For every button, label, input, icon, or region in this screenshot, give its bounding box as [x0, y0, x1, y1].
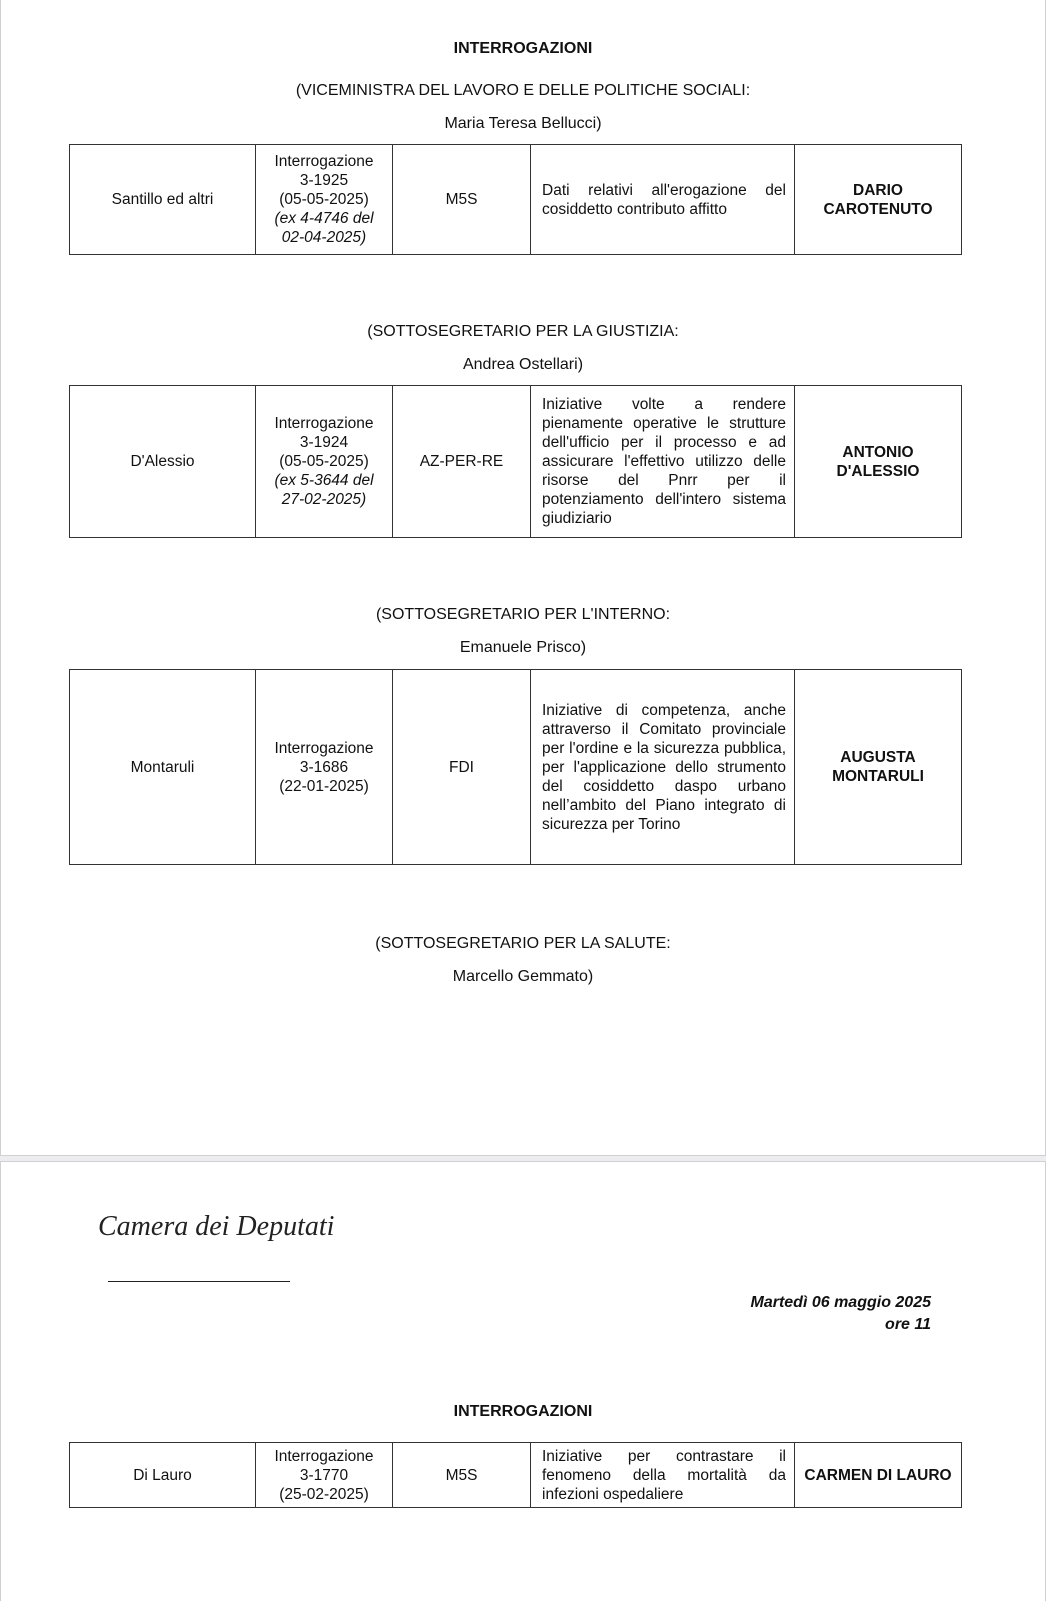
presenter-cell: Montaruli [70, 670, 256, 865]
interrogation-table [69, 1442, 962, 1508]
official-name: Andrea Ostellari) [462, 356, 584, 373]
ref-date: (22-01-2025) [279, 777, 369, 795]
respondent-cell: ANTONIO D'ALESSIO [795, 386, 962, 538]
respondent-cell: CARMEN DI LAURO [795, 1443, 962, 1508]
table-row [70, 145, 962, 255]
ref-date: (05-05-2025) [279, 453, 369, 470]
official-role: (SOTTOSEGRETARIO PER LA SALUTE: [375, 935, 671, 952]
ref-former-date: 27-02-2025) [281, 491, 367, 508]
table-row [70, 386, 962, 538]
ref-number: 3-1686 [299, 758, 349, 776]
interrogation-table [69, 144, 962, 255]
table-row [70, 670, 962, 865]
official-role: (VICEMINISTRA DEL LAVORO E DELLE POLITICHE SOCIALI: [295, 82, 751, 99]
ref-number: 3-1770 [299, 1466, 349, 1484]
ref-date: (25-02-2025) [279, 1485, 369, 1503]
presenter-cell: Di Lauro [70, 1443, 256, 1508]
ref-former-number: (ex 4-4746 del [274, 210, 374, 227]
topic-cell: Iniziative per contrastare il fenomeno della mortalità da infezioni ospedaliere [531, 1443, 795, 1508]
ref-label: Interrogazione [274, 739, 374, 757]
group-cell: M5S [393, 145, 531, 255]
reference-cell [256, 386, 393, 538]
presenter-cell: Santillo ed altri [70, 145, 256, 255]
reference-cell [256, 1443, 393, 1508]
official-role: (SOTTOSEGRETARIO PER LA GIUSTIZIA: [367, 323, 679, 340]
ref-date: (05-05-2025) [279, 191, 369, 208]
group-cell: FDI [393, 670, 531, 865]
session-date-block [750, 1292, 931, 1336]
ref-former-date: 02-04-2025) [281, 229, 367, 246]
respondent-cell: DARIO CAROTENUTO [795, 145, 962, 255]
interrogation-table [69, 385, 962, 538]
group-cell: M5S [393, 1443, 531, 1508]
ref-former-number: (ex 5-3644 del [274, 472, 374, 489]
table-row [70, 1443, 962, 1508]
ref-label: Interrogazione [274, 153, 374, 170]
interrogation-table [69, 669, 962, 865]
ref-number: 3-1924 [299, 434, 349, 451]
presenter-cell: D'Alessio [70, 386, 256, 538]
section-heading: INTERROGAZIONI [453, 40, 593, 57]
official-name: Maria Teresa Bellucci) [444, 115, 602, 132]
reference-cell [256, 145, 393, 255]
topic-cell: Dati relativi all'erogazione del cosiddetto contributo affitto [531, 145, 795, 255]
ref-label: Interrogazione [274, 415, 374, 432]
section-heading: INTERROGAZIONI [453, 1403, 593, 1420]
chamber-title: Camera dei Deputati [98, 1211, 335, 1242]
session-time: ore 11 [885, 1316, 931, 1333]
official-name: Marcello Gemmato) [452, 968, 594, 985]
ref-number: 3-1925 [299, 172, 349, 189]
reference-cell [256, 670, 393, 865]
title-rule [108, 1281, 290, 1282]
respondent-cell: AUGUSTA MONTARULI [795, 670, 962, 865]
topic-cell: Iniziative volte a rendere pienamente operative le strutture dell'ufficio per il processo e ad assicurare l'effettivo utilizzo delle risorse del Pnrr per il potenziamento dell'intero sistema giudiziario [531, 386, 795, 538]
official-role: (SOTTOSEGRETARIO PER L'INTERNO: [375, 606, 671, 623]
official-name: Emanuele Prisco) [459, 639, 587, 656]
topic-cell: Iniziative di competenza, anche attraverso il Comitato provinciale per l'ordine e la sicurezza pubblica, per l'applicazione dello strumento del cosiddetto daspo urbano nell’ambito del Piano integrato di sicurezza per Torino [531, 670, 795, 865]
group-cell: AZ-PER-RE [393, 386, 531, 538]
document-page-2 [0, 1161, 1046, 1601]
session-date: Martedì 06 maggio 2025 [750, 1294, 931, 1311]
ref-label: Interrogazione [274, 1447, 374, 1465]
